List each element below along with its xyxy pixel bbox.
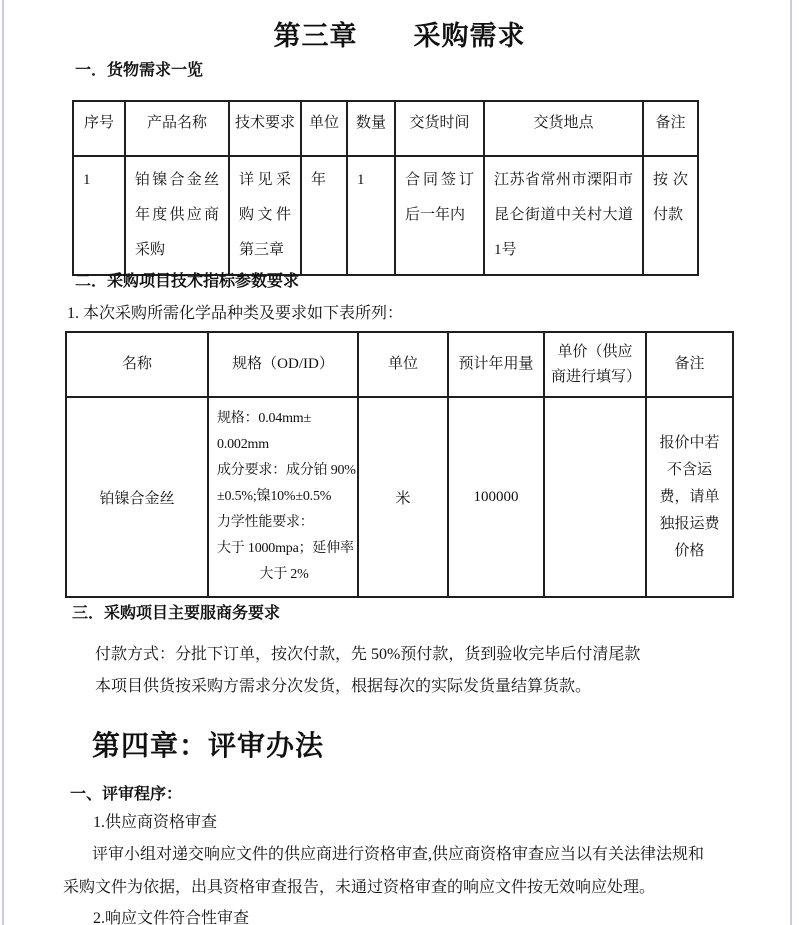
spec-line: 0.002mm <box>217 437 269 452</box>
cell-unit-price <box>544 397 646 597</box>
cell-tech-requirement: 详见采购文件第三章 <box>229 156 301 275</box>
page-edge-right <box>790 0 792 925</box>
column-header-unit: 单位 <box>301 101 347 156</box>
cell-remark: 按次付款 <box>643 156 698 275</box>
table-header-row <box>66 332 733 397</box>
cell-serial: 1 <box>73 156 125 275</box>
column-header-serial: 序号 <box>73 101 125 156</box>
spec-line: 力学性能要求： <box>217 515 314 530</box>
section1-heading: 一．货物需求一览 <box>75 62 204 79</box>
column-header-product-name: 产品名称 <box>125 101 229 156</box>
cell-name: 铂镍合金丝 <box>66 397 208 597</box>
chapter3-title: 第三章 采购需求 <box>273 21 526 51</box>
supply-terms-line: 本项目供货按采购方需求分次发货，根据每次的实际发货量结算货款。 <box>95 678 592 695</box>
cell-spec <box>208 397 358 597</box>
review-paragraph-line-1: 评审小组对递交响应文件的供应商进行资格审查,供应商资格审查应当以有关法律法规和 <box>92 846 705 863</box>
column-header-name: 名称 <box>66 332 208 397</box>
spec-line: 规格：0.04mm± <box>217 411 311 426</box>
section2-heading: 二．采购项目技术指标参数要求 <box>75 273 300 290</box>
table-header-row <box>73 101 698 156</box>
column-header-remark: 备注 <box>643 101 698 156</box>
cell-annual-usage: 100000 <box>448 397 544 597</box>
cell-product-name: 铂镍合金丝年度供应商采购 <box>125 156 229 275</box>
column-header-unit-price: 单价（供应商进行填写） <box>544 332 646 397</box>
review-paragraph-line-2: 采购文件为依据，出具资格审查报告，未通过资格审查的响应文件按无效响应处理。 <box>63 879 656 896</box>
cell-unit: 米 <box>358 397 448 597</box>
column-header-unit: 单位 <box>358 332 448 397</box>
technical-parameters-table <box>65 331 734 598</box>
cell-delivery-place: 江苏省常州市溧阳市昆仑街道中关村大道1号 <box>484 156 643 275</box>
table-row <box>73 156 698 275</box>
goods-requirement-table <box>72 100 699 276</box>
review-procedure-heading: 一、评审程序： <box>70 786 183 803</box>
spec-line: 大于 1000mpa；延伸率 <box>217 541 354 556</box>
chapter4-title: 第四章：评审办法 <box>92 731 325 762</box>
column-header-remark: 备注 <box>646 332 733 397</box>
cell-quantity: 1 <box>347 156 395 275</box>
cell-remark: 报价中若不含运费，请单独报运费价格 <box>646 397 733 597</box>
spec-line: 大于 2% <box>259 567 309 582</box>
section2-intro: 1. 本次采购所需化学品种类及要求如下表所列： <box>67 305 404 322</box>
page-edge-left <box>2 0 4 925</box>
review-item-2: 2.响应文件符合性审查 <box>93 910 250 925</box>
cell-unit: 年 <box>301 156 347 275</box>
cell-delivery-time: 合同签订后一年内 <box>395 156 484 275</box>
payment-terms-line: 付款方式：分批下订单，按次付款，先 50%预付款，货到验收完毕后付清尾款 <box>95 646 641 663</box>
column-header-quantity: 数量 <box>347 101 395 156</box>
column-header-spec: 规格（OD/ID） <box>208 332 358 397</box>
column-header-delivery-time: 交货时间 <box>395 101 484 156</box>
spec-line: ±0.5%;镍10%±0.5% <box>217 489 332 504</box>
spec-line: 成分要求：成分铂 90% <box>217 463 356 478</box>
column-header-annual-usage: 预计年用量 <box>448 332 544 397</box>
section3-heading: 三．采购项目主要服商务要求 <box>72 605 281 622</box>
column-header-tech-requirement: 技术要求 <box>229 101 301 156</box>
column-header-delivery-place: 交货地点 <box>484 101 643 156</box>
review-item-1: 1.供应商资格审查 <box>93 814 218 831</box>
table-row <box>66 397 733 597</box>
